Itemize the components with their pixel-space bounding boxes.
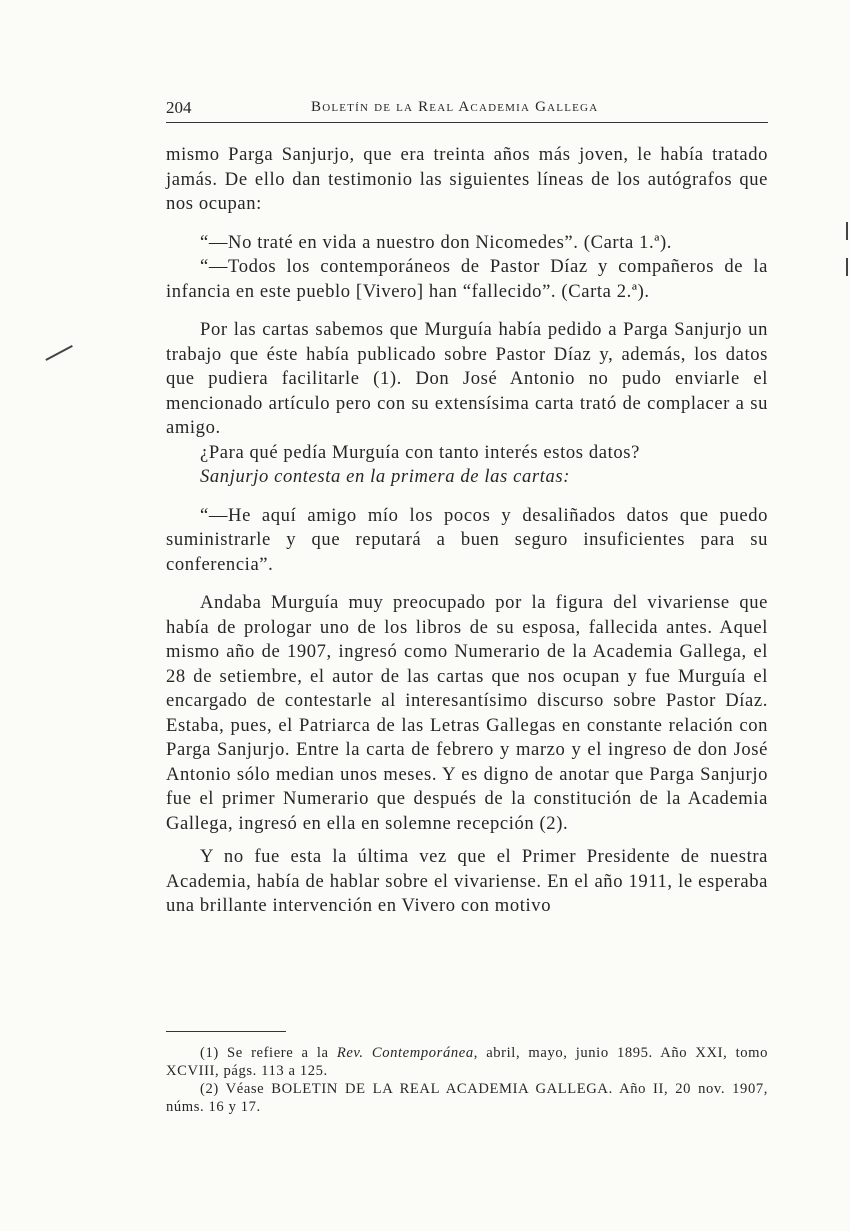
quote-2 xyxy=(166,255,768,304)
quote-1-text: “—No traté en vida a nuestro don Nicomedes”. xyxy=(200,231,579,253)
footnote-1-end: , abril, mayo, junio 1895. Año XXI, tomo XCVIII, págs. 113 a 125. xyxy=(166,1045,768,1079)
margin-mark-right-1 xyxy=(846,222,848,240)
footnote-rule xyxy=(166,1031,286,1032)
paragraph-6: Y no fue esta la última vez que el Primer Presidente de nuestra Academia, había de hablar sobre el vivariense. En el año 1911, le esperaba una brillante intervención en Vivero con motivo xyxy=(166,846,768,916)
quote-2-line-1: “—Todos los contemporáneos de Pastor Díaz y compañeros xyxy=(200,256,725,277)
quote-1 xyxy=(166,231,768,256)
footnotes xyxy=(166,1044,768,1116)
footnote-1-start: (1) Se refiere a la xyxy=(200,1045,337,1061)
paragraph-5: Andaba Murguía muy preocupado por la figura del vivariense que había de prologar uno de los libros de su esposa, fallecida antes. Aquel mismo año de 1907, ingresó como Numerario de la Academia Gallega, el 28 de setiembre, el autor de las cartas que nos ocupan y fue Murguía el encargado de contestarle al interesantísimo discurso sobre Pastor Díaz. Estaba, pues, el Patriarca de las Letras Gallegas en constante relación con Parga Sanjurjo. Entre la carta de febrero y marzo y el ingreso de don José Antonio sólo median unos meses. Y es digno de anotar que Parga Sanjurjo fue el primer Numerario que después de la constitución de la Academia Gallega, ingresó en ella en solemne recepción (2). xyxy=(166,592,768,834)
running-header xyxy=(166,98,768,123)
footnote-2: (2) Véase BOLETIN DE LA REAL ACADEMIA GALLEGA. Año II, 20 nov. 1907, núms. 16 y 17. xyxy=(166,1081,768,1115)
paragraph-4: Sanjurjo contesta en la primera de las cartas: xyxy=(200,466,571,487)
quote-2-line-2: de la infancia en este pueblo [Vivero] han “fallecido”. (Carta 2.ª). xyxy=(166,256,768,302)
footnote-1-journal: Rev. Contemporánea xyxy=(336,1045,474,1061)
paragraph-3: ¿Para qué pedía Murguía con tanto interés estos datos? xyxy=(200,441,640,463)
paragraph-2: Por las cartas sabemos que Murguía había pedido a Parga Sanjurjo un trabajo que éste había publicado sobre Pastor Díaz y, además, los datos que pudiera facilitarle (1). Don José Antonio no pudo enviarle el mencionado artículo pero con su extensísima carta trató de complacer a su amigo. xyxy=(166,319,768,438)
margin-mark-right-2 xyxy=(846,258,848,276)
margin-pen-stroke xyxy=(45,345,72,360)
footnote-1 xyxy=(166,1044,768,1080)
quote-1-reference: (Carta 1.ª). xyxy=(578,231,673,253)
body-text xyxy=(166,143,768,919)
paragraph-1: mismo Parga Sanjurjo, que era treinta años más joven, le había tratado jamás. De ello dan testimonio las siguientes líneas de los autógrafos que nos ocupan: xyxy=(166,144,768,214)
page-number: 204 xyxy=(166,98,192,117)
quote-3: “—He aquí amigo mío los pocos y desaliñados datos que puedo suministrarle y que reputará a buen seguro insuficientes para su conferencia”. xyxy=(166,504,768,575)
journal-title: Boletín de la Real Academia Gallega xyxy=(311,99,599,115)
